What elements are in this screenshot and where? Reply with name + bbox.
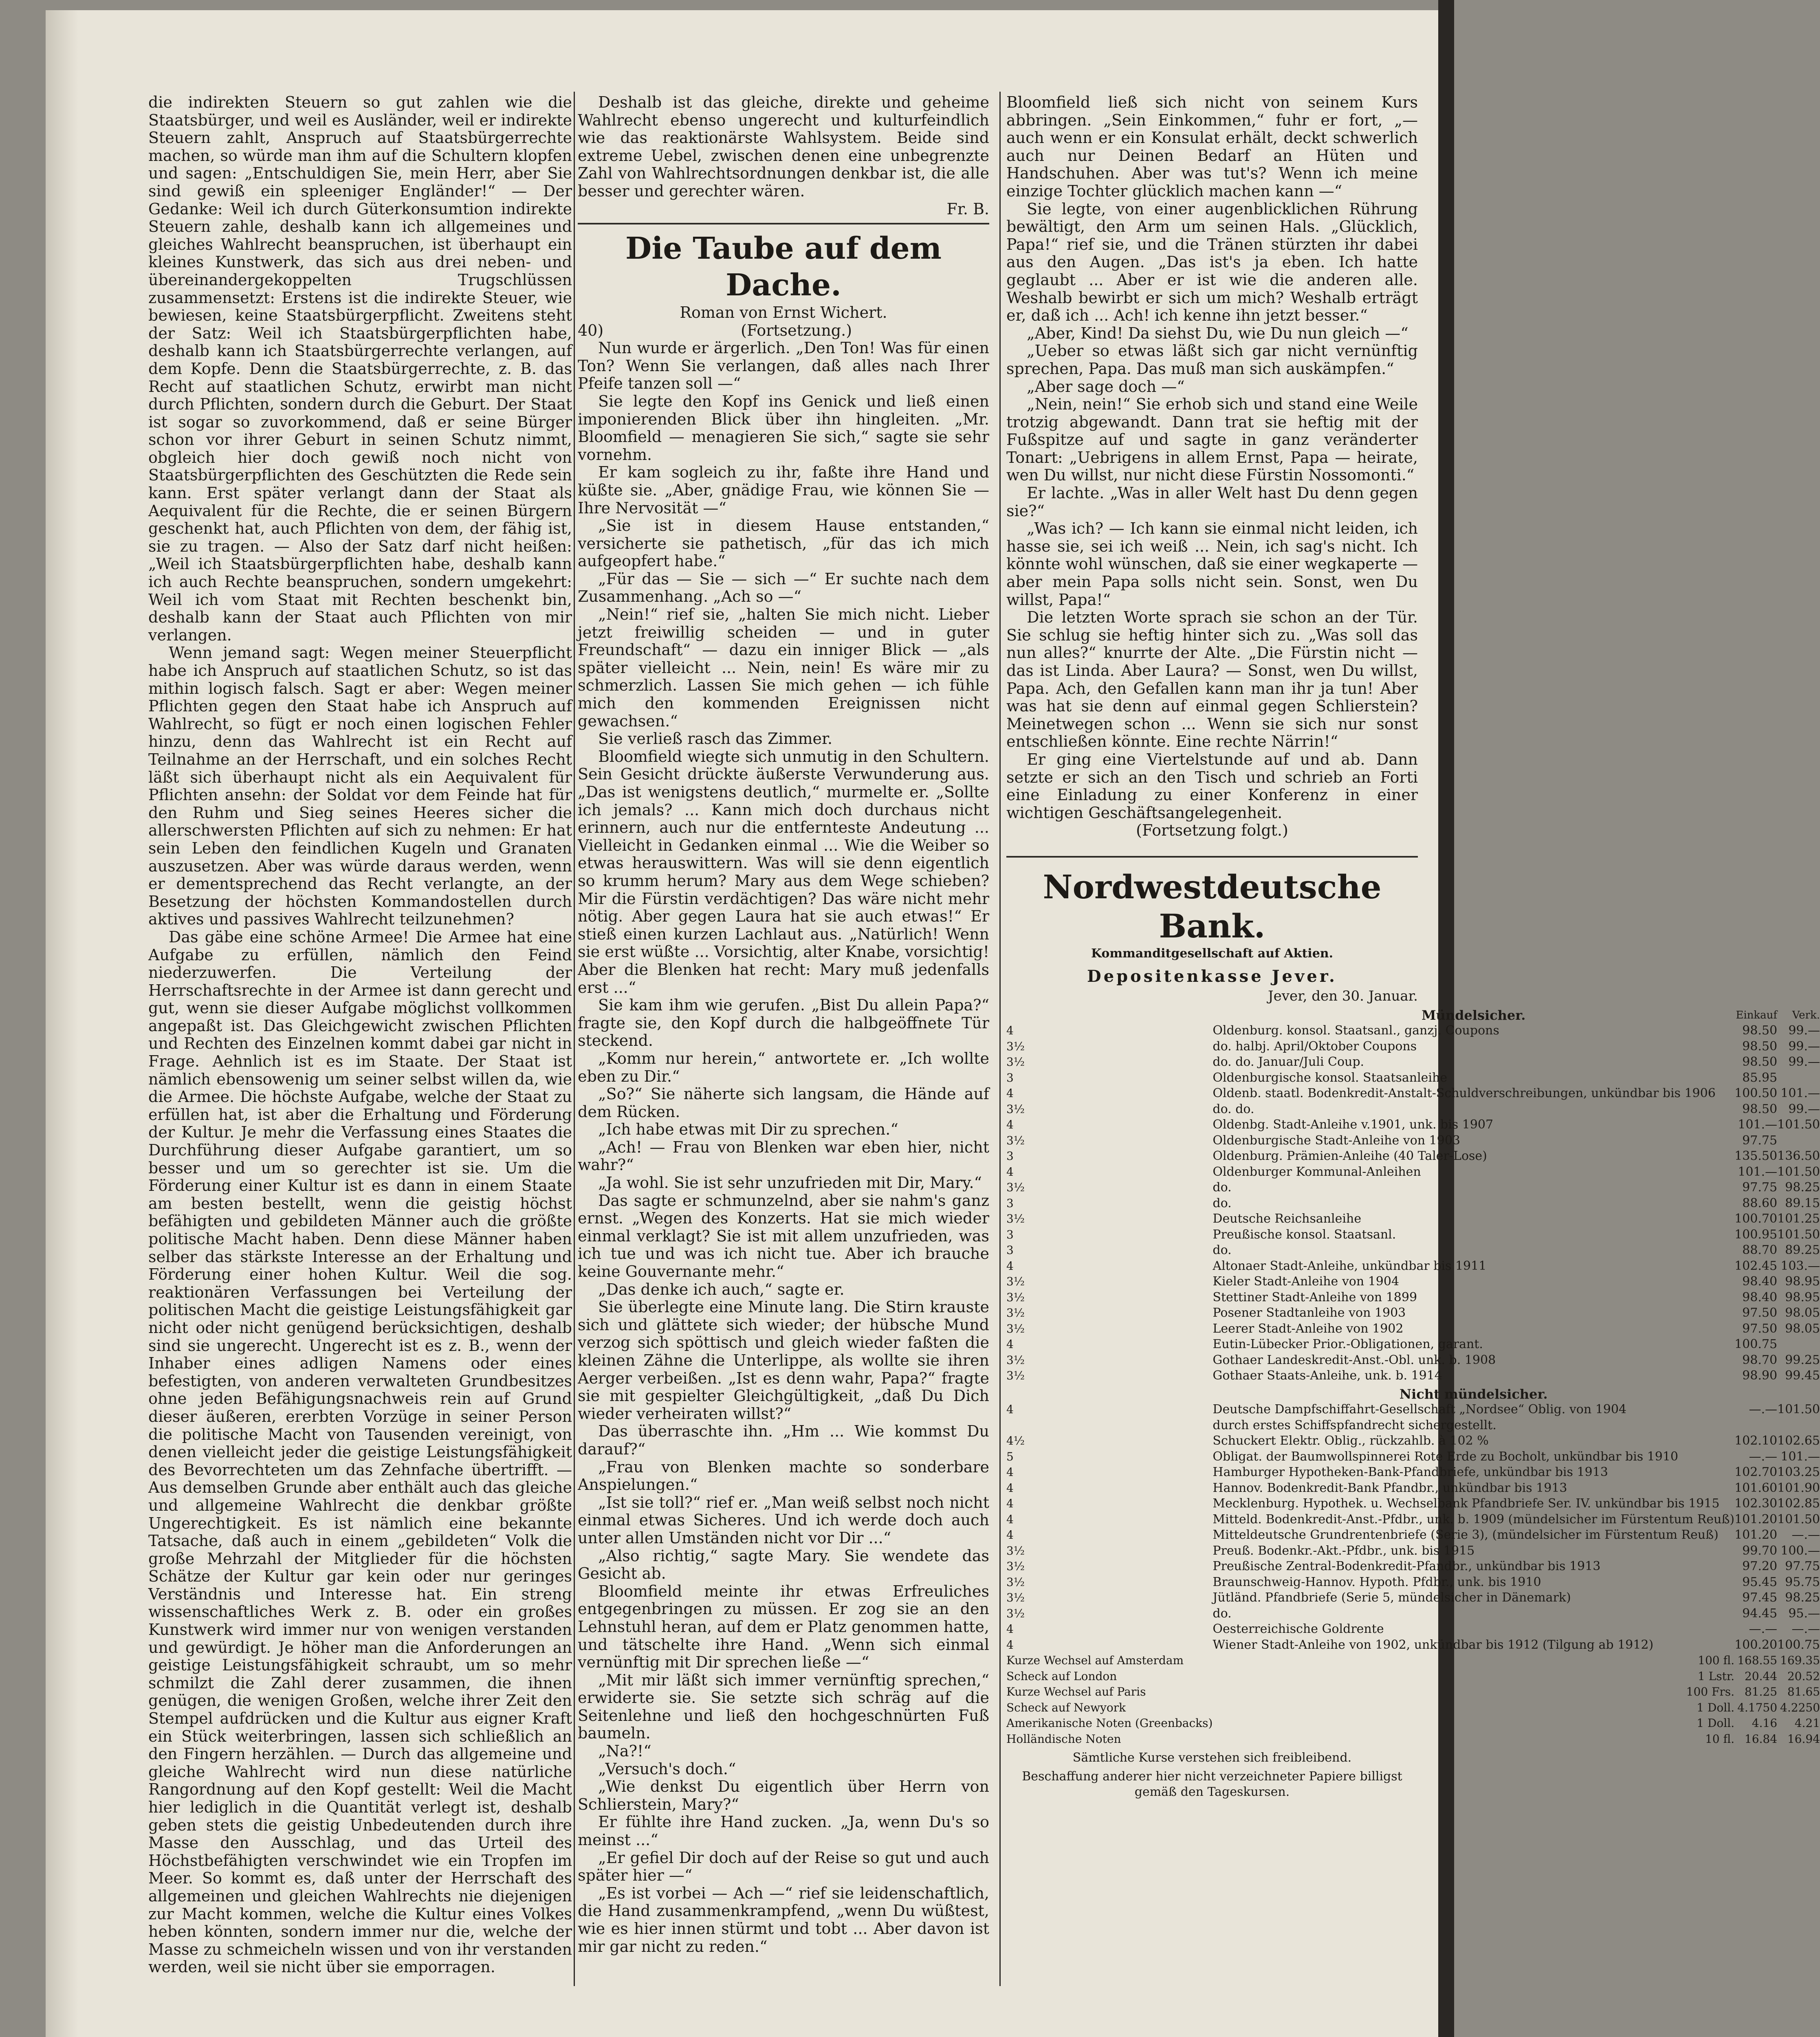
security-name: Stettiner Stadt-Anleihe von 1899 bbox=[1213, 1290, 1417, 1304]
story-paragraph: Bloomfield ließ sich nicht von seinem Kurs abbringen. „Sein Einkommen,“ fuhr er fort, „— auch wenn er ein Konsulat erhält, deckt schwerlich auch nur Deinen Bedarf an Hüten und Handschuhen. Aber was tut's? Wenn ich meine einzige Tochter glücklich machen kann —“ bbox=[1006, 93, 1418, 200]
interest-rate: 4 bbox=[1006, 1638, 1014, 1652]
exchange-row bbox=[1006, 1731, 1820, 1747]
story-paragraph: „Komm nur herein,“ antwortete er. „Ich wollte eben zu Dir.“ bbox=[578, 1049, 989, 1085]
column-divider-1 bbox=[574, 92, 575, 1986]
buy-price: 102.30 bbox=[1734, 1496, 1778, 1511]
interest-rate: 4 bbox=[1006, 1259, 1014, 1273]
interest-rate: 3½ bbox=[1006, 1133, 1025, 1147]
securities-table bbox=[1006, 1005, 1820, 1747]
interest-rate: 3 bbox=[1006, 1196, 1014, 1210]
story-paragraph: „Was ich? — Ich kann sie einmal nicht leiden, ich hasse sie, sei ich weiß ... Nein, ich sag's nicht. Ich könnte wohl wünschen, daß sie einer wegkaperte — aber mein Papa solls nicht sein. Sonst, wen Du willst, Papa!“ bbox=[1006, 519, 1418, 609]
security-name: Deutsche Reichsanleihe bbox=[1213, 1212, 1362, 1226]
buy-price: 135.50 bbox=[1734, 1149, 1778, 1164]
buy-price: 100.70 bbox=[1734, 1212, 1778, 1226]
security-row bbox=[1006, 1543, 1820, 1559]
interest-rate: 3½ bbox=[1006, 1181, 1025, 1194]
interest-rate: 4 bbox=[1006, 1165, 1014, 1179]
buy-price: 101.20 bbox=[1734, 1512, 1778, 1527]
security-name: Deutsche Dampfschiffahrt-Gesellschaft „Nordsee“ Oblig. von 1904 bbox=[1213, 1402, 1627, 1417]
sell-price: 98.25 bbox=[1785, 1180, 1820, 1195]
sell-price: 103.— bbox=[1780, 1258, 1820, 1273]
sell-price: 99.25 bbox=[1785, 1353, 1820, 1367]
buy-price: —.— bbox=[1749, 1449, 1778, 1464]
story-paragraph: „Ueber so etwas läßt sich gar nicht vernünftig sprechen, Papa. Das muß man sich auskämpfen.“ bbox=[1006, 342, 1418, 378]
sell-price: 101.50 bbox=[1777, 1117, 1820, 1132]
buy-price: 97.75 bbox=[1742, 1133, 1778, 1148]
interest-rate: 3½ bbox=[1006, 1560, 1025, 1573]
continuation-note: (Fortsetzung folgt.) bbox=[1136, 821, 1288, 840]
story-paragraph: „Wie denkst Du eigentlich über Herrn von Schlierstein, Mary?“ bbox=[578, 1777, 989, 1813]
security-row bbox=[1006, 1321, 1820, 1337]
story-paragraph: Sie legte, von einer augenblicklichen Rührung bewältigt, den Arm um seinen Hals. „Glücklich, Papa!“ rief sie, und die Tränen stürzten ihr dabei aus den Augen. „Das ist's ja eben. Ich hatte geglaubt ... Aber er ist wie die anderen alle. Weshalb bewirbt er sich um mich? Weshalb erträgt er, daß ich ... Ach! ich kenne ihn jetzt besser.“ bbox=[1006, 200, 1418, 325]
exchange-name: Kurze Wechsel auf Amsterdam bbox=[1006, 1654, 1184, 1667]
security-name: do. bbox=[1213, 1606, 1232, 1621]
security-row bbox=[1006, 1102, 1820, 1117]
security-name: Hannov. Bodenkredit-Bank Pfandbr., unkündbar bis 1913 bbox=[1213, 1480, 1567, 1495]
sell-price: 101.50 bbox=[1777, 1402, 1820, 1417]
interest-rate: 3½ bbox=[1006, 1055, 1025, 1069]
security-name: do. bbox=[1213, 1196, 1232, 1210]
buy-price: 98.90 bbox=[1742, 1368, 1778, 1383]
buy-price: 102.10 bbox=[1734, 1434, 1778, 1448]
security-name: Leerer Stadt-Anleihe von 1902 bbox=[1213, 1321, 1404, 1336]
story-paragraph: Er kam sogleich zu ihr, faßte ihre Hand und küßte sie. „Aber, gnädige Frau, wie können Sie — Ihre Nervosität —“ bbox=[578, 463, 989, 517]
buy-price: 100.75 bbox=[1734, 1337, 1778, 1352]
article-paragraph: Wenn jemand sagt: Wegen meiner Steuerpflicht habe ich Anspruch auf staatlichen Schutz, so ist das mithin logisch falsch. Sagt er aber: Wegen meiner Pflichten gegen den Staat habe ich Anspruch auf Wahlrecht, so fügt er noch einen logischen Fehler hinzu, denn das Wahlrecht ist ein Recht auf Teilnahme an der Herrschaft, und ein solches Recht läßt sich überhaupt nicht als ein Aequivalent für Pflichten ansehn: der Soldat vor dem Feinde hat für den Ruhm und Sieg seines Heeres sicher die allerschwersten Pflichten auf sich zu nehmen: Er hat sein Leben den feindlichen Kugeln und Granaten auszusetzen. Aber was würde daraus werden, wenn er dementsprechend das Recht verlangte, an der Besetzung der höchsten Kommandostellen durch aktives und passives Wahlrecht teilzunehmen? bbox=[148, 644, 572, 928]
article-paragraph: Deshalb ist das gleiche, direkte und geheime Wahlrecht ebenso ungerecht und kulturfeindlich wie das reaktionärste Wahlsystem. Beide sind extreme Uebel, zwischen denen eine unbegrenzte Zahl von Wahlrechtsordnungen denkbar ist, die alle besser und gerechter wären. bbox=[578, 93, 989, 200]
sell-price: 89.15 bbox=[1785, 1196, 1820, 1210]
story-paragraph: Bloomfield wiegte sich unmutig in den Schultern. Sein Gesicht drückte äußerste Verwunderung aus. „Das ist wenigstens deutlich,“ murmelte er. „Sollte ich jemals? ... Kann mich doch durchaus nicht erinnern, auch nur die entfernteste Andeutung ... Vielleicht in Gedanken einmal ... Wie die Weiber so etwas herauswittern. Was will sie denn eigentlich so krumm herum? Mary aus dem Wege schieben? Mir die Fürstin verdächtigen? Das wäre nicht mehr nötig. Aber gegen Laura hat sie auch etwas!“ Er stieß einen kurzen Lachlaut aus. „Natürlich! Wenn sie erst wüßte ... Vorsichtig, alter Knabe, vorsichtig! Aber die Blenken hat recht: Mary muß jedenfalls erst ...“ bbox=[578, 747, 989, 997]
exchange-row bbox=[1006, 1700, 1820, 1716]
security-row bbox=[1006, 1290, 1820, 1306]
sell-price: 20.52 bbox=[1787, 1669, 1820, 1683]
story-paragraph: „Na?!“ bbox=[598, 1742, 651, 1760]
serial-installment-row bbox=[578, 321, 989, 339]
security-name: durch erstes Schiffspfandrecht sichergestellt. bbox=[1213, 1418, 1496, 1432]
security-name: Altonaer Stadt-Anleihe, unkündbar bis 1911 bbox=[1213, 1258, 1487, 1273]
interest-rate: 3 bbox=[1006, 1227, 1014, 1241]
sell-price bbox=[1777, 1418, 1820, 1434]
sell-price: 102.85 bbox=[1777, 1496, 1820, 1511]
buy-price: 98.70 bbox=[1742, 1353, 1778, 1367]
sell-price: 95.75 bbox=[1785, 1575, 1820, 1589]
sell-price: 4.2250 bbox=[1780, 1700, 1820, 1714]
story-paragraph: Sie verließ rasch das Zimmer. bbox=[598, 730, 833, 748]
serial-title: Die Taube auf dem Dache. bbox=[625, 231, 942, 303]
buy-price: 88.60 bbox=[1742, 1196, 1778, 1210]
table-section-header bbox=[1006, 1005, 1820, 1023]
security-row bbox=[1006, 1480, 1820, 1496]
buy-price: 98.40 bbox=[1742, 1274, 1778, 1289]
sell-price: 101.25 bbox=[1777, 1212, 1820, 1226]
article-paragraph: die indirekten Steuern so gut zahlen wie die Staatsbürger, und weil es Ausländer, weil er indirekte Steuern zahlt, Anspruch auf Staatsbürgerrechte machen, so würde man ihm auf die Schultern klopfen und sagen: „Entschuldigen Sie, mein Herr, aber Sie sind gewiß ein spleeniger Engländer!“ — Der Gedanke: Weil ich durch Güterkonsumtion indirekte Steuern zahle, deshalb kann ich allgemeines und gleiches Wahlrecht beanspruchen, ist überhaupt ein kleines Kunstwerk, das sich aus drei neben- und übereinandergekoppelten Trugschlüssen zusammensetzt: Erstens ist die indirekte Steuer, wie bewiesen, keine Staatsbürgerpflicht. Zweitens steht der Satz: Weil ich Staatsbürgerpflichten habe, deshalb kann ich Staatsbürgerrechte verlangen, auf dem Kopfe. Denn die Staatsbürgerrechte, z. B. das Recht auf staatlichen Schutz, erwirbt man nicht durch Pflichten, sondern durch die Geburt. Der Staat ist sogar so zuvorkommend, daß er seine Bürger schon vor ihrer Geburt in seinen Schutz nimmt, obgleich hier doch gewiß noch nicht von Staatsbürgerpflichten des Geschützten die Rede sein kann. Erst später verlangt dann der Staat als Aequivalent für die Rechte, die er seinen Bürgern geschenkt hat, auch Pflichten von dem, der fähig ist, sie zu tragen. — Also der Satz darf nicht heißen: „Weil ich Staatsbürgerpflichten habe, deshalb kann ich auch Rechte beanspruchen, sondern umgekehrt: Weil ich vom Staat mit Rechten beschenkt bin, deshalb kann der Staat auch Pflichten von mir verlangen. bbox=[148, 93, 572, 644]
interest-rate: 4 bbox=[1006, 1512, 1014, 1526]
interest-rate: 3½ bbox=[1006, 1369, 1025, 1383]
story-paragraph: „Nein!“ rief sie, „halten Sie mich nicht. Lieber jetzt freiwillig scheiden — und in guter Freundschaft“ — dazu ein inniger Blick — „als später vielleicht ... Nein, nein! Es wäre mir zu schmerzlich. Lassen Sie mich gehen — ich fühle mich den kommenden Ereignissen nicht gewachsen.“ bbox=[578, 605, 989, 730]
buy-price: 97.45 bbox=[1742, 1590, 1778, 1605]
security-row bbox=[1006, 1243, 1820, 1258]
buy-price: 98.50 bbox=[1742, 1102, 1778, 1116]
security-name: do. bbox=[1213, 1180, 1232, 1195]
security-row bbox=[1006, 1133, 1820, 1149]
sell-price: 99.— bbox=[1788, 1039, 1820, 1054]
story-paragraph: „So?“ Sie näherte sich langsam, die Hände auf dem Rücken. bbox=[578, 1085, 989, 1121]
security-name: Braunschweig-Hannov. Hypoth. Pfdbr., unk. bis 1910 bbox=[1213, 1575, 1541, 1589]
interest-rate: 3½ bbox=[1006, 1102, 1025, 1116]
story-paragraph: „Aber, Kind! Da siehst Du, wie Du nun gleich —“ bbox=[1027, 324, 1408, 342]
story-paragraph: „Sie ist in diesem Hause entstanden,“ versicherte sie pathetisch, „für das ich mich aufgeopfert habe.“ bbox=[578, 517, 989, 570]
interest-rate: 3 bbox=[1006, 1149, 1014, 1163]
security-name: Preußische konsol. Staatsanl. bbox=[1213, 1227, 1396, 1242]
story-paragraph: Sie überlegte eine Minute lang. Die Stirn krauste sich und glättete sich wieder; der hübsche Mund verzog sich spöttisch und gleich wieder faßten die kleinen Zähne die Unterlippe, als wollte sie ihren Aerger verbeißen. „Ist es denn wahr, Papa?“ fragte sie mit gespielter Gleichgültigkeit, „daß Du Dich wieder verheiraten willst?“ bbox=[578, 1298, 989, 1423]
sell-price: 100.75 bbox=[1777, 1637, 1820, 1652]
sell-price: 101.50 bbox=[1777, 1227, 1820, 1242]
sell-price: 98.95 bbox=[1785, 1290, 1820, 1304]
story-paragraph: „Er gefiel Dir doch auf der Reise so gut und auch später hier —“ bbox=[578, 1848, 989, 1885]
interest-rate: 4 bbox=[1006, 1622, 1014, 1636]
security-name: Mitteldeutsche Grundrentenbriefe (Serie 3), (mündelsicher im Fürstentum Reuß) bbox=[1213, 1528, 1719, 1542]
sell-price: 101.90 bbox=[1777, 1480, 1820, 1495]
quote-note: Sämtliche Kurse verstehen sich freibleibend. bbox=[1072, 1751, 1352, 1765]
security-name: Oldenb. staatl. Bodenkredit-Anstalt-Schuldverschreibungen, unkündbar bis 1906 bbox=[1213, 1086, 1716, 1101]
interest-rate: 4 bbox=[1006, 1481, 1014, 1495]
story-paragraph: „Versuch's doch.“ bbox=[598, 1760, 736, 1778]
security-row bbox=[1006, 1606, 1820, 1622]
sell-column-header: Verk. bbox=[1792, 1009, 1820, 1021]
sell-price: 102.65 bbox=[1777, 1434, 1820, 1448]
buy-price: 85.95 bbox=[1742, 1070, 1778, 1085]
story-paragraph: „Frau von Blenken machte so sonderbare Anspielungen.“ bbox=[578, 1458, 989, 1494]
security-name: Gothaer Landeskredit-Anst.-Obl. unk. b. 1908 bbox=[1213, 1353, 1496, 1367]
security-name: Preußische Zentral-Bodenkredit-Pfandbr., unkündbar bis 1913 bbox=[1213, 1559, 1601, 1574]
security-row bbox=[1006, 1418, 1820, 1434]
security-name: do. do. bbox=[1213, 1102, 1254, 1116]
interest-rate: 4 bbox=[1006, 1087, 1014, 1100]
security-row bbox=[1006, 1621, 1820, 1637]
security-row bbox=[1006, 1449, 1820, 1465]
security-name: Kieler Stadt-Anleihe von 1904 bbox=[1213, 1274, 1400, 1289]
buy-price: 16.84 bbox=[1744, 1732, 1778, 1746]
buy-price: 101.60 bbox=[1734, 1480, 1778, 1495]
buy-column-header: Einkauf bbox=[1736, 1009, 1778, 1021]
sell-price: —.— bbox=[1791, 1528, 1820, 1542]
interest-rate: 4 bbox=[1006, 1528, 1014, 1542]
security-row bbox=[1006, 1258, 1820, 1274]
story-paragraph: Die letzten Worte sprach sie schon an der Tür. Sie schlug sie heftig hinter sich zu. „Was soll das nun alles?“ knurrte der Alte. „Die Fürstin nicht — das ist Linda. Aber Laura? — Sonst, wen Du willst, Papa. Ach, den Gefallen kann man ihr ja tun! Aber was hat sie denn auf einmal gegen Schlierstein? Meinetwegen schon ... Wenn sie sich nur sonst entschließen könnte. Eine rechte Närrin!“ bbox=[1006, 608, 1418, 751]
bank-subtitle: Kommanditgesellschaft auf Aktien. bbox=[1091, 946, 1334, 961]
column-2 bbox=[578, 94, 989, 1956]
buy-price: 95.45 bbox=[1742, 1575, 1778, 1589]
exchange-unit: 1 Doll. bbox=[1697, 1700, 1735, 1714]
bank-branch: Depositenkasse Jever. bbox=[1087, 966, 1337, 986]
story-paragraph: Er lachte. „Was in aller Welt hast Du denn gegen sie?“ bbox=[1006, 484, 1418, 520]
security-row bbox=[1006, 1559, 1820, 1575]
exchange-name: Scheck auf Newyork bbox=[1006, 1700, 1126, 1714]
buy-price: 100.20 bbox=[1734, 1637, 1778, 1652]
exchange-unit: 1 Lstr. bbox=[1697, 1669, 1735, 1683]
security-row bbox=[1006, 1337, 1820, 1353]
security-row bbox=[1006, 1368, 1820, 1384]
story-paragraph: Sie kam ihm wie gerufen. „Bist Du allein Papa?“ fragte sie, den Kopf durch die halbgeöffnete Tür steckend. bbox=[578, 996, 989, 1050]
column-1 bbox=[148, 94, 572, 1976]
table-section-header bbox=[1006, 1384, 1820, 1402]
serial-byline: Roman von Ernst Wichert. bbox=[680, 304, 887, 322]
security-name: Preuß. Bodenkr.-Akt.-Pfdbr., unk. bis 1915 bbox=[1213, 1543, 1475, 1558]
exchange-name: Amerikanische Noten (Greenbacks) bbox=[1006, 1716, 1213, 1730]
security-row bbox=[1006, 1402, 1820, 1418]
exchange-unit: 100 fl. bbox=[1698, 1654, 1735, 1667]
sell-price: 101.— bbox=[1780, 1449, 1820, 1464]
security-name: Oldenburg. Prämien-Anleihe (40 Taler-Lose) bbox=[1213, 1149, 1487, 1164]
sell-price: 99.45 bbox=[1785, 1368, 1820, 1383]
buy-price: 97.50 bbox=[1742, 1321, 1778, 1336]
security-name: Obligat. der Baumwollspinnerei Rote Erde zu Bocholt, unkündbar bis 1910 bbox=[1213, 1449, 1679, 1464]
security-name: Hamburger Hypotheken-Bank-Pfandbriefe, unkündbar bis 1913 bbox=[1213, 1465, 1608, 1480]
sell-price: 99.— bbox=[1788, 1055, 1820, 1069]
sell-price: 97.75 bbox=[1785, 1559, 1820, 1574]
sell-price: —.— bbox=[1791, 1622, 1820, 1637]
exchange-unit: 100 Frs. bbox=[1686, 1685, 1735, 1699]
buy-price: 88.70 bbox=[1742, 1243, 1778, 1258]
story-paragraph: „Ist sie toll?“ rief er. „Man weiß selbst noch nicht einmal etwas Sicheres. Und ich werde doch auch unter allen Umständen nicht vor Dir ...“ bbox=[578, 1493, 989, 1547]
section-rule bbox=[578, 223, 989, 224]
story-paragraph: „Das denke ich auch,“ sagte er. bbox=[598, 1280, 845, 1298]
security-name: Oldenburgische konsol. Staatsanleihe bbox=[1213, 1070, 1448, 1085]
buy-price: 102.70 bbox=[1734, 1465, 1778, 1480]
story-paragraph: „Mit mir läßt sich immer vernünftig sprechen,“ erwiderte sie. Sie setzte sich schräg auf die Seitenlehne und ließ den hochgeschnürten Fuß baumeln. bbox=[578, 1671, 989, 1742]
interest-rate: 4 bbox=[1006, 1337, 1014, 1351]
security-row bbox=[1006, 1070, 1820, 1086]
sell-price: 101.— bbox=[1780, 1086, 1820, 1101]
interest-rate: 4 bbox=[1006, 1497, 1014, 1511]
security-name: Oesterreichische Goldrente bbox=[1213, 1622, 1384, 1637]
security-row bbox=[1006, 1353, 1820, 1368]
sell-price: 101.50 bbox=[1777, 1164, 1820, 1179]
exchange-row bbox=[1006, 1684, 1820, 1700]
security-name: Oldenburger Kommunal-Anleihen bbox=[1213, 1164, 1421, 1179]
buy-price: 99.70 bbox=[1742, 1543, 1778, 1558]
buy-price: 97.20 bbox=[1742, 1559, 1778, 1574]
sell-price: 95.— bbox=[1788, 1606, 1820, 1621]
security-row bbox=[1006, 1086, 1820, 1102]
interest-rate: 4 bbox=[1006, 1403, 1014, 1417]
security-row bbox=[1006, 1575, 1820, 1590]
story-paragraph: „Also richtig,“ sagte Mary. Sie wendete das Gesicht ab. bbox=[578, 1546, 989, 1583]
security-name: Mitteld. Bodenkredit-Anst.-Pfdbr., unk. b. 1909 (mündelsicher im Fürstentum Reuß) bbox=[1213, 1512, 1735, 1527]
security-name: Gothaer Staats-Anleihe, unk. b. 1914 bbox=[1213, 1368, 1442, 1383]
security-name: Eutin-Lübecker Prior.-Obligationen, garant. bbox=[1213, 1337, 1483, 1352]
interest-rate: 3½ bbox=[1006, 1606, 1025, 1620]
interest-rate: 3½ bbox=[1006, 1544, 1025, 1557]
interest-rate: 4½ bbox=[1006, 1434, 1025, 1448]
sell-price bbox=[1777, 1070, 1820, 1086]
security-row bbox=[1006, 1590, 1820, 1606]
buy-price: 101.20 bbox=[1734, 1528, 1778, 1542]
bank-title: Nordwestdeutsche Bank. bbox=[1006, 856, 1418, 946]
security-name: Mecklenburg. Hypothek. u. Wechselbank Pfandbriefe Ser. IV. unkündbar bis 1915 bbox=[1213, 1496, 1720, 1511]
interest-rate: 3½ bbox=[1006, 1591, 1025, 1605]
security-row bbox=[1006, 1164, 1820, 1180]
security-name: do. bbox=[1213, 1243, 1232, 1258]
buy-price: —.— bbox=[1749, 1622, 1778, 1637]
story-paragraph: Das überraschte ihn. „Hm ... Wie kommst Du darauf?“ bbox=[578, 1422, 989, 1458]
exchange-row bbox=[1006, 1653, 1820, 1669]
security-row bbox=[1006, 1211, 1820, 1227]
interest-rate bbox=[1006, 1418, 1213, 1434]
buy-price: 101.— bbox=[1738, 1117, 1778, 1132]
column-3 bbox=[1006, 93, 1820, 1800]
security-name: Schuckert Elektr. Oblig., rückzahlb. à 102 % bbox=[1213, 1434, 1489, 1448]
security-name: do. halbj. April/Oktober Coupons bbox=[1213, 1039, 1417, 1054]
article-paragraph: Das gäbe eine schöne Armee! Die Armee hat eine Aufgabe zu erfüllen, nämlich den Feind niederzuwerfen. Die Verteilung der Herrschaftsrechte in der Armee ist dann gerecht und gut, wenn sie dieser Aufgabe möglichst vollkommen angepaßt ist. Das Gleichgewicht zwischen Pflichten und Rechten des Einzelnen kommt dabei gar nicht in Frage. Aehnlich ist es im Staate. Der Staat ist nämlich ebensowenig um seiner selbst willen da, wie die Armee. Die höchste Aufgabe, welche der Staat zu erfüllen hat, ist aber die Erhaltung und Förderung der Kultur. Je mehr die Verfassung eines Staates die Durchführung dieser Aufgabe garantiert, um so besser und um so gerechter ist sie. Um die Förderung einer Kultur ist es dann in einem Staate am besten bestellt, wenn die geistig höchst befähigten und gebildeten Männer auch die größte politische Macht haben. Denn diese Männer haben selber das stärkste Interesse an der Erhaltung und Förderung einer hohen Kultur. Weil die sog. reaktionären Verfassungen bei Verteilung der politischen Macht die geistige Leistungsfähigkeit gar nicht oder nicht genügend berücksichtigen, deshalb sind sie ungerecht. Ungerecht ist es z. B., wenn der Inhaber eines adligen Namens oder eines befestigten, von anderen verwalteten Grundbesitzes ohne jeden Befähigungsnachweis rein auf Grund dieser äußeren, ererbten Vorzüge in seiner Person die politische Macht von Tausenden vereinigt, von denen vielleicht jeder die geistige Leistungsfähigkeit des Bevorrechteten um das Zehnfache übertrifft. — Aus demselben Grunde aber enthält auch das gleiche und allgemeine Wahlrecht die denkbar größte Ungerechtigkeit. Es ist nämlich eine bekannte Tatsache, daß auch in einem „gebildeten“ Volk die große Mehrzahl der Mitglieder für die höchsten Schätze der Kultur gar kein oder nur geringes Verständnis und Interesse hat. Ein streng wissenschaftliches Werk z. B. oder ein großes Kunstwerk wird immer nur von wenigen verstanden und gewürdigt. Je höher man die Anforderungen an geistige Leistungsfähigkeit schraubt, um so mehr schmilzt die Zahl derer zusammen, die ihnen genügen, die wenigen Großen, welche ihrer Zeit den Stempel aufdrücken und die Kultur aus eigner Kraft ein Stück weiterbringen, lassen sich schließlich an den Fingern herzählen. — Durch das allgemeine und gleiche Wahlrecht wird nun diese natürliche Rangordnung auf den Kopf gestellt: Weil die Macht hier lediglich in die Quantität verlegt ist, deshalb geben stets die geistig Unbedeutenden durch ihre Masse den Ausschlag, und das Urteil des Höchstbefähigten verschwindet wie ein Tropfen im Meer. So kommt es, daß unter der Herrschaft des allgemeinen und gleichen Wahlrechts nie diejenigen zur Macht kommen, welche die Kultur eines Volkes heben könnten, sondern immer nur die, welche der Masse zu schmeicheln wissen und von ihr verstanden werden, weil sie nicht über sie emporragen. bbox=[148, 928, 572, 1976]
sell-price: 4.21 bbox=[1794, 1716, 1820, 1730]
security-name: do. do. Januar/Juli Coup. bbox=[1213, 1055, 1364, 1069]
interest-rate: 3½ bbox=[1006, 1039, 1025, 1053]
sell-price: 100.— bbox=[1780, 1543, 1820, 1558]
buy-price: 98.50 bbox=[1742, 1039, 1778, 1054]
page-gutter-shadow bbox=[46, 10, 78, 2037]
buy-price: 98.50 bbox=[1742, 1055, 1778, 1069]
security-row bbox=[1006, 1637, 1820, 1653]
story-paragraph: Er fühlte ihre Hand zucken. „Ja, wenn Du's so meinst ...“ bbox=[578, 1813, 989, 1849]
sell-price: 101.50 bbox=[1777, 1512, 1820, 1527]
security-name: Wiener Stadt-Anleihe von 1902, unkündbar bis 1912 (Tilgung ab 1912) bbox=[1213, 1637, 1654, 1652]
installment-number: 40) bbox=[578, 321, 604, 340]
installment-note: (Fortsetzung.) bbox=[741, 321, 852, 340]
buy-price bbox=[1734, 1418, 1777, 1434]
sell-price: 89.25 bbox=[1785, 1243, 1820, 1258]
exchange-name: Scheck auf London bbox=[1006, 1669, 1117, 1683]
interest-rate: 4 bbox=[1006, 1024, 1014, 1038]
buy-price: 98.50 bbox=[1742, 1023, 1778, 1038]
security-row bbox=[1006, 1117, 1820, 1133]
story-paragraph: „Es ist vorbei — Ach —“ rief sie leidenschaftlich, die Hand zusammenkrampfend, „wenn Du wüßtest, wie es hier innen stürmt und tobt ... Aber davon ist mir gar nicht zu reden.“ bbox=[578, 1884, 989, 1956]
quote-note: Beschaffung anderer hier nicht verzeichneter Papiere billigst gemäß den Tageskursen. bbox=[1022, 1769, 1402, 1799]
buy-price: 102.45 bbox=[1734, 1258, 1778, 1273]
interest-rate: 3½ bbox=[1006, 1575, 1025, 1589]
security-name: Jütländ. Pfandbriefe (Serie 5, mündelsicher in Dänemark) bbox=[1213, 1590, 1571, 1605]
buy-price: 20.44 bbox=[1744, 1669, 1778, 1683]
security-name: Posener Stadtanleihe von 1903 bbox=[1213, 1306, 1406, 1320]
sell-price: 98.25 bbox=[1785, 1590, 1820, 1605]
story-paragraph: Bloomfield meinte ihr etwas Erfreuliches entgegenbringen zu müssen. Er zog sie an den Lehnstuhl heran, auf dem er Platz genommen hatte, und tätschelte ihre Hand. „Wenn sich einmal vernünftig mit Dir sprechen ließe —“ bbox=[578, 1582, 989, 1672]
exchange-row bbox=[1006, 1716, 1820, 1731]
buy-price: 168.55 bbox=[1737, 1654, 1778, 1667]
interest-rate: 3 bbox=[1006, 1243, 1014, 1257]
security-row bbox=[1006, 1274, 1820, 1290]
story-paragraph: Nun wurde er ärgerlich. „Den Ton! Was für einen Ton? Wenn Sie verlangen, daß alles nach Ihrer Pfeife tanzen soll —“ bbox=[578, 339, 989, 393]
sell-price bbox=[1777, 1337, 1820, 1353]
interest-rate: 4 bbox=[1006, 1465, 1014, 1479]
story-paragraph: Das sagte er schmunzelnd, aber sie nahm's ganz ernst. „Wegen des Konzerts. Hat sie mich wieder einmal verklagt? Sie ist mit allem unzufrieden, was ich tue und was ich nicht tue. Aber ich brauche keine Gouvernante mehr.“ bbox=[578, 1191, 989, 1281]
story-paragraph: „Ja wohl. Sie ist sehr unzufrieden mit Dir, Mary.“ bbox=[598, 1174, 982, 1192]
security-row bbox=[1006, 1023, 1820, 1039]
sell-price: 16.94 bbox=[1787, 1732, 1820, 1746]
sell-price: 99.— bbox=[1788, 1023, 1820, 1038]
security-row bbox=[1006, 1148, 1820, 1164]
exchange-name: Holländische Noten bbox=[1006, 1732, 1121, 1746]
buy-price: 4.16 bbox=[1752, 1716, 1778, 1730]
buy-price: 97.75 bbox=[1742, 1180, 1778, 1195]
security-name: Oldenbg. Stadt-Anleihe v.1901, unk. bis 1907 bbox=[1213, 1117, 1494, 1132]
buy-price: 97.50 bbox=[1742, 1306, 1778, 1320]
interest-rate: 5 bbox=[1006, 1450, 1014, 1463]
buy-price: —.— bbox=[1749, 1402, 1778, 1417]
story-paragraph: „Nein, nein!“ Sie erhob sich und stand eine Weile trotzig abgewandt. Dann trat sie heftig mit der Fußspitze auf und sagte in ganz veränderter Tonart: „Uebrigens in allem Ernst, Papa — heirate, wen Du willst, nur nicht diese Fürstin Nossomonti.“ bbox=[1006, 395, 1418, 484]
interest-rate: 3½ bbox=[1006, 1290, 1025, 1304]
security-row bbox=[1006, 1039, 1820, 1055]
sell-price: 103.25 bbox=[1777, 1465, 1820, 1480]
security-name: Oldenburgische Stadt-Anleihe von 1903 bbox=[1213, 1133, 1460, 1148]
section-label: Nicht mündelsicher. bbox=[1399, 1386, 1548, 1402]
buy-price: 100.95 bbox=[1734, 1227, 1778, 1242]
buy-price: 94.45 bbox=[1742, 1606, 1778, 1621]
interest-rate: 3½ bbox=[1006, 1212, 1025, 1226]
interest-rate: 4 bbox=[1006, 1118, 1014, 1132]
exchange-unit: 1 Doll. bbox=[1697, 1716, 1735, 1730]
sell-price: 169.35 bbox=[1780, 1654, 1820, 1667]
sell-price: 99.— bbox=[1788, 1102, 1820, 1116]
story-paragraph: Sie legte den Kopf ins Genick und ließ einen imponierenden Blick über ihn hingleiten. „Mr. Bloomfield — menagieren Sie sich,“ sagte sie sehr vornehm. bbox=[578, 392, 989, 464]
sell-price: 81.65 bbox=[1787, 1685, 1820, 1699]
story-paragraph: „Ach! — Frau von Blenken war eben hier, nicht wahr?“ bbox=[578, 1138, 989, 1174]
interest-rate: 3 bbox=[1006, 1071, 1014, 1084]
sell-price: 136.50 bbox=[1777, 1149, 1820, 1164]
security-row bbox=[1006, 1227, 1820, 1243]
security-row bbox=[1006, 1512, 1820, 1528]
sell-price: 98.05 bbox=[1785, 1306, 1820, 1320]
security-row bbox=[1006, 1054, 1820, 1070]
sell-price: 98.05 bbox=[1785, 1321, 1820, 1336]
quote-date: Jever, den 30. Januar. bbox=[1268, 988, 1418, 1004]
security-row bbox=[1006, 1196, 1820, 1212]
story-paragraph: „Für das — Sie — sich —“ Er suchte nach dem Zusammenhang. „Ach so —“ bbox=[578, 570, 989, 606]
story-paragraph: „Aber sage doch —“ bbox=[1027, 377, 1185, 396]
buy-price: 98.40 bbox=[1742, 1290, 1778, 1304]
security-name: Oldenburg. konsol. Staatsanl., ganzj. Coupons bbox=[1213, 1023, 1499, 1038]
article-signature: Fr. B. bbox=[946, 200, 989, 218]
security-row bbox=[1006, 1527, 1820, 1543]
exchange-row bbox=[1006, 1669, 1820, 1685]
interest-rate: 3½ bbox=[1006, 1306, 1025, 1320]
security-row bbox=[1006, 1465, 1820, 1480]
sell-price bbox=[1777, 1133, 1820, 1149]
story-paragraph: Er ging eine Viertelstunde auf und ab. Dann setzte er sich an den Tisch und schrieb an Forti eine Einladung zu einer Konferenz in einer wichtigen Geschäftsangelegenheit. bbox=[1006, 750, 1418, 822]
interest-rate: 3½ bbox=[1006, 1322, 1025, 1335]
interest-rate: 3½ bbox=[1006, 1275, 1025, 1289]
interest-rate: 3½ bbox=[1006, 1353, 1025, 1367]
buy-price: 101.— bbox=[1738, 1164, 1778, 1179]
exchange-name: Kurze Wechsel auf Paris bbox=[1006, 1685, 1146, 1699]
security-row bbox=[1006, 1433, 1820, 1449]
security-row bbox=[1006, 1496, 1820, 1512]
buy-price: 4.1750 bbox=[1737, 1700, 1778, 1714]
security-row bbox=[1006, 1305, 1820, 1321]
security-row bbox=[1006, 1180, 1820, 1196]
sell-price: 98.95 bbox=[1785, 1274, 1820, 1289]
column-divider-2 bbox=[999, 92, 1001, 1986]
section-label: Mündelsicher. bbox=[1422, 1007, 1526, 1023]
buy-price: 81.25 bbox=[1744, 1685, 1778, 1699]
exchange-unit: 10 fl. bbox=[1705, 1732, 1735, 1746]
buy-price: 100.50 bbox=[1734, 1086, 1778, 1101]
story-paragraph: „Ich habe etwas mit Dir zu sprechen.“ bbox=[598, 1120, 898, 1139]
